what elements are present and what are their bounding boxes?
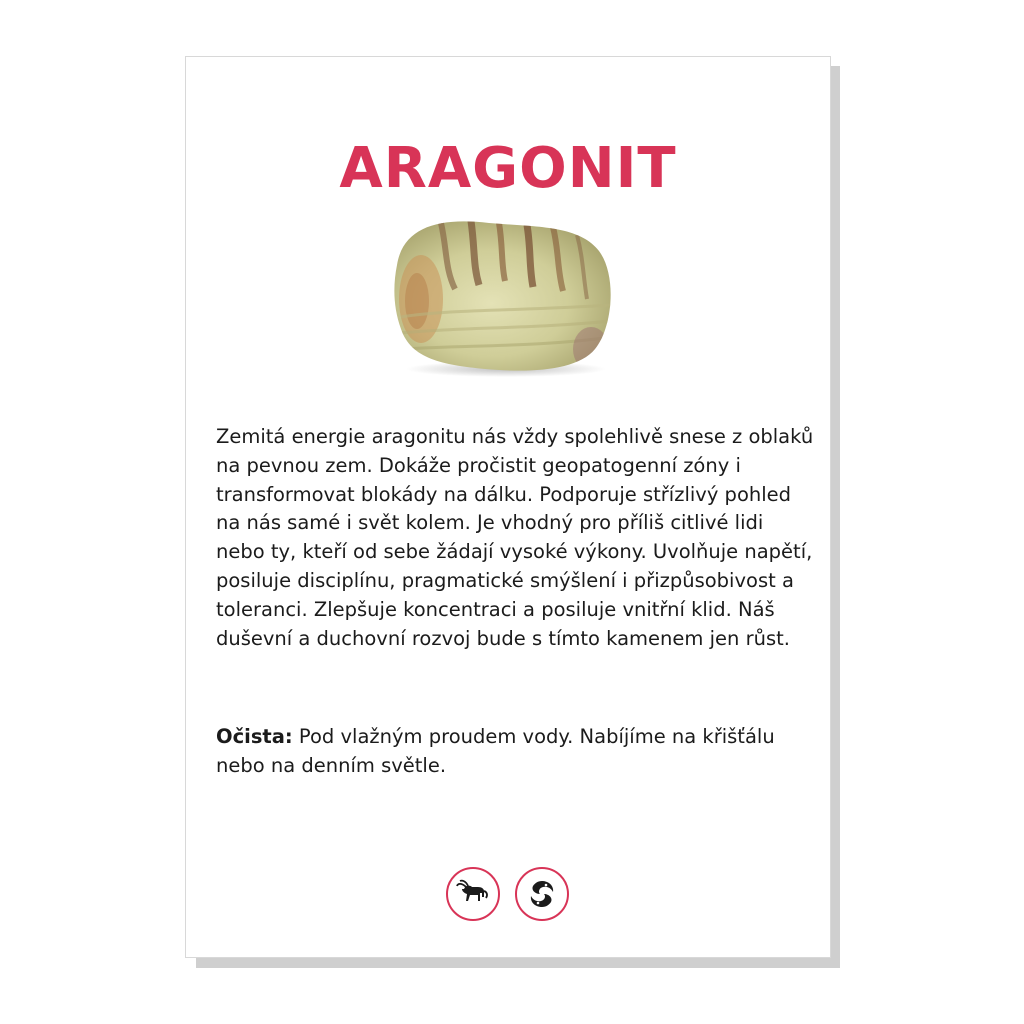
crystal-card [185, 56, 831, 958]
stone-image [381, 209, 631, 379]
card-title: ARAGONIT [339, 136, 677, 201]
cleaning-text: Pod vlažným proudem vody. Nabíjíme na křišťálu nebo na denním světle. [216, 725, 775, 777]
cleaning-instructions [216, 723, 816, 781]
pisces-icon [515, 867, 569, 921]
stone-description: Zemitá energie aragonitu nás vždy spolehlivě snese z oblaků na pevnou zem. Dokáže pročistit geopatogenní zóny i transformovat blokády na dálku. Podporuje střízlivý pohled na nás samé i svět kolem. Je vhodný pro příliš citlivé lidi nebo ty, kteří od sebe žádají vysoké výkony. Uvolňuje napětí, posiluje disciplínu, pragmatické smýšlení i přizpůsobivost a toleranci. Zlepšuje koncentraci a posiluje vnitřní klid. Náš duševní a duchovní rozvoj bude s tímto kamenem jen růst. [216, 425, 814, 650]
capricorn-icon [446, 867, 500, 921]
cleaning-label: Očista: [216, 725, 293, 748]
